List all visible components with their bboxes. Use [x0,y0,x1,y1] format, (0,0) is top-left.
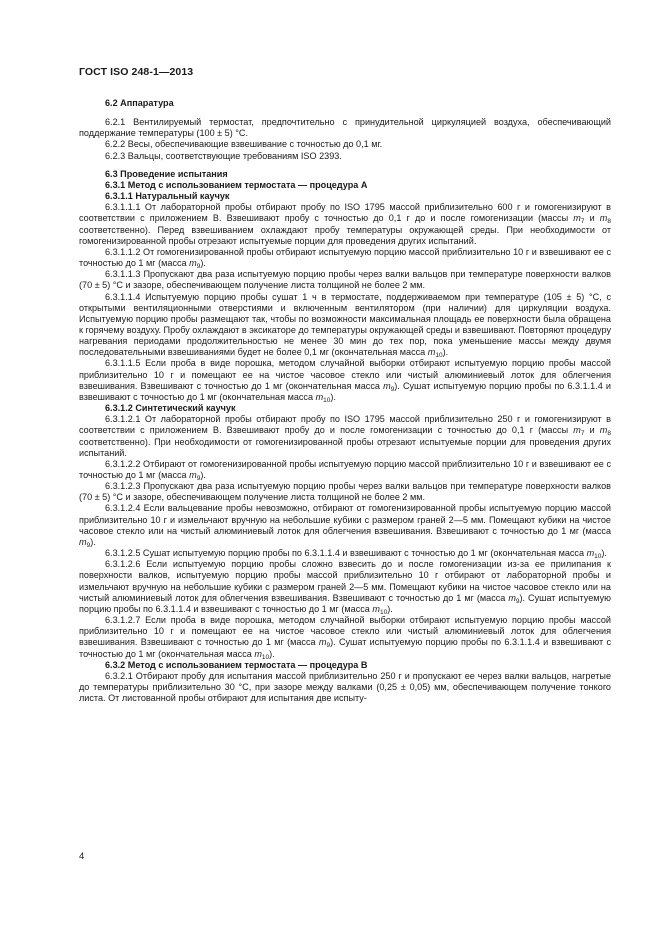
section-heading: 6.2 Аппаратура [105,98,174,108]
paragraph: 6.3.1.1.1 От лабораторной пробы отбирают пробу по ISO 1795 массой приблизительно 600 г и гомогенизируют в соответствии с приложением В. Взвешивают пробу с точностью до 0,1 г до и после гомогенизации (массы $m_7$ и $m_8$ соответственно). Перед взвешиванием охлаждают пробу температуры окружающей среды. При необходимости от гомогенизированной пробы отрезают испытуемые порции для проведения других испытаний. [79,202,611,246]
section-heading: 6.3.1.2 Синтетический каучук [105,403,236,414]
paragraph: 6.3.1.1.4 Испытуемую порцию пробы сушат 1 ч в термостате, поддерживаемом при температуре (105 ± 5) °С, с открытыми вентиляционными отверстиями и включенным вентилятором (при наличии) для циркуляции воздуха. Испытуемую порцию пробы размещают так, чтобы по возможности максимальная площадь ее поверхности была обращена к горячему воздуху. Пробу охлаждают в эксикаторе до температуры окружающей среды и взвешивают. Повторяют процедуру нагревания периодами продолжительностью не менее 30 мин до тех пор, пока уменьшение массы между двумя последовательными взвешиваниями будет не более 0,1 мг (окончательная масса $m_{10}$). [79,291,611,360]
paragraph: 6.3.1.2.5 Сушат испытуемую порцию пробы по 6.3.1.1.4 и взвешивают с точностью до 1 мг (окончательная масса $m_{10}$). [105,548,607,561]
paragraph: 6.3.1.2.2 Отбирают от гомогенизированной пробы испытуемую порцию массой приблизительно 10 г и взвешивают ее с точностью до 1 мг (масса $m_9$). [79,458,611,482]
paragraph: 6.3.2.1 Отбирают пробу для испытания массой приблизительно 250 г и пропускают ее через валки вальцов, нагретые до температуры приблизительно 30 °С, при зазоре между валками (0,25 ± 0,05) мм, обеспечивающем получение тонкого листа. От листованной пробы отбирают для испытания две испыту- [79,670,611,704]
paragraph: 6.3.1.2.3 Пропускают два раза испытуемую порцию пробы через валки вальцов при температуре поверхности валков (70 ± 5) °С и зазоре, обеспечивающем получение листа толщиной не более 2 мм. [79,481,611,503]
paragraph: 6.2.1 Вентилируемый термостат, предпочтительно с принудительной циркуляцией воздуха, обеспечивающий поддержание температуры (100 ± 5) °С. [79,117,611,139]
paragraph: 6.3.1.2.4 Если вальцевание пробы невозможно, отбирают от гомогенизированной пробы испытуемую порцию массой приблизительно 10 г и измельчают вручную на небольшие кубики с размером граней 2—5 мм. Помещают кубики на чистое часовое стекло или на чистый алюминиевый лоток для облегчения взвешивания. Взвешивают с точностью до 1 мг (масса $m_9$). [79,503,611,549]
paragraph: 6.3.1.1.5 Если проба в виде порошка, методом случайной выборки отбирают испытуемую порцию пробы массой приблизительно 10 г и помещают ее на чистое часовое стекло или чистый алюминиевый лоток для облегчения взвешивания. Взвешивают с точностью до 1 мг (окончательная масса $m_9$). Сушат испытуемую порцию пробы по 6.3.1.1.4 и взвешивают с точностью до 1 мг (окончательная масса $m_{10}$). [79,358,611,404]
paragraph: 6.3.1.1.2 От гомогенизированной пробы отбирают испытуемую порцию массой приблизительно 10 г и взвешивают ее с точностью до 1 мг (масса $m_9$). [79,246,611,271]
page-number: 4 [79,851,85,862]
paragraph: 6.2.2 Весы, обеспечивающие взвешивание с точностью до 0,1 мг. [105,139,383,150]
paragraph: 6.3.1.1.3 Пропускают два раза испытуемую порцию пробы через валки вальцов при температуре поверхности валков (70 ± 5) °С и зазоре, обеспечивающем получение листа толщиной не более 2 мм. [79,269,611,291]
section-heading: 6.3.2 Метод с использованием термостата — процедура В [105,659,368,670]
paragraph: 6.3.1.2.6 Если испытуемую порцию пробы сложно взвесить до и после гомогенизации из-за ее прилипания к поверхности валков, испытуемую порцию пробы массой приблизительно 10 г отбирают от лабораторной пробы и измельчают вручную на небольшие кубики с размером граней 2—5 мм. Помещают кубики на чистое часовое стекло или на чистый алюминиевый лоток для облегчения взвешивания. Взвешивают с точностью до 1 мг (масса $m_9$). Сушат испытуемую порцию пробы по 6.3.1.1.4 и взвешивают с точностью до 1 мг (масса $m_{10}$). [79,559,612,616]
paragraph: 6.3.1.2.7 Если проба в виде порошка, методом случайной выборки отбирают испытуемую порцию пробы массой приблизительно 10 г и помещают ее на чистое часовое стекло или чистый алюминиевый лоток для облегчения взвешивания. Взвешивают с точностью до 1 мг (масса $m_9$). Сушат испытуемую порцию пробы по 6.3.1.1.4 и взвешивают с точностью до 1 мг (окончательная масса $m_{10}$). [79,615,611,661]
section-heading: 6.3.1.1 Натуральный каучук [105,191,230,202]
document-header: ГОСТ ISO 248-1—2013 [79,66,194,78]
section-heading: 6.3.1 Метод с использованием термостата — процедура А [105,179,368,190]
section-heading: 6.3 Проведение испытания [105,168,228,179]
paragraph: 6.3.1.2.1 От лабораторной пробы отбирают пробу по ISO 1795 массой приблизительно 250 г и гомогенизируют в соответствии с приложением В. Взвешивают пробу до и после гомогенизации с точностью до 0,1 г (массы $m_7$ и $m_8$ соответственно). При необходимости от гомогенизированной пробы отрезают испытуемые порции для проведения других испытаний. [79,414,611,458]
document-body [79,98,611,704]
paragraph: 6.2.3 Вальцы, соответствующие требованиям ISO 2393. [105,150,342,161]
